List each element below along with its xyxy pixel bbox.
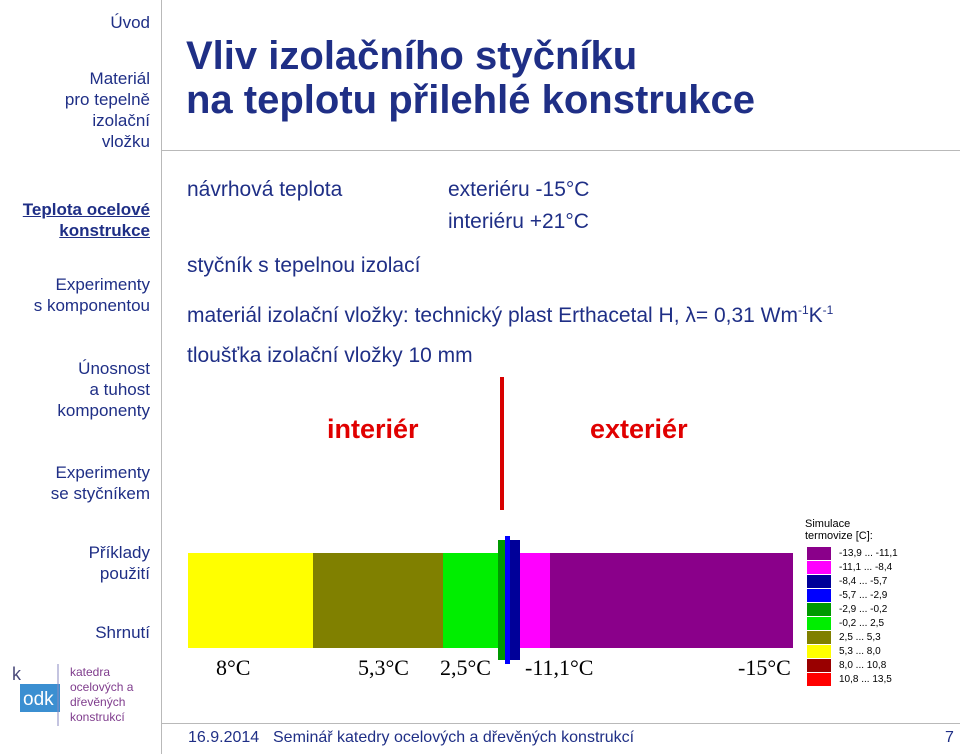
- legend-label: 8,0 ... 10,8: [839, 660, 887, 671]
- legend-label: 5,3 ... 8,0: [839, 646, 881, 657]
- zone-olive: [313, 553, 443, 648]
- legend-item: [807, 547, 897, 560]
- legend-label: -13,9 ... -11,1: [839, 548, 898, 559]
- sidebar-item-label: Materiál: [89, 69, 150, 88]
- zone-yellow: [188, 553, 313, 648]
- temp-reading: -15°C: [738, 655, 791, 680]
- legend-item: [807, 589, 897, 602]
- sidebar-item-label: izolační: [92, 111, 150, 130]
- sidebar-divider: [161, 0, 162, 754]
- sidebar-item-label: použití: [99, 564, 150, 583]
- sidebar-item-label: komponenty: [57, 401, 150, 420]
- sidebar-item-label: konstrukce: [59, 221, 150, 240]
- sidebar: [0, 0, 161, 754]
- logo-graphic: [6, 660, 156, 730]
- legend-item: [807, 575, 897, 588]
- legend-swatch: [807, 561, 831, 574]
- sidebar-item-shrnuti[interactable]: [0, 622, 150, 643]
- legend-item: [807, 673, 897, 686]
- sidebar-item-label: se styčníkem: [50, 484, 150, 503]
- legend-swatch: [807, 617, 831, 630]
- sidebar-item-label: Experimenty: [55, 275, 150, 294]
- footer-seminar: Seminář katedry ocelových a dřevěných konstrukcí: [273, 729, 635, 746]
- legend-swatch: [807, 673, 831, 686]
- design-temp-label: návrhová teplota: [187, 178, 343, 201]
- footer-date: 16.9.2014: [188, 729, 260, 746]
- sidebar-item-label: Teplota ocelové: [22, 200, 150, 219]
- zone-green: [443, 553, 498, 648]
- sidebar-item-label: Experimenty: [55, 463, 150, 482]
- legend-label: -0,2 ... 2,5: [839, 618, 885, 629]
- legend-label: -8,4 ... -5,7: [839, 576, 888, 587]
- legend-item: [807, 603, 897, 616]
- plate-right: [510, 540, 520, 660]
- page-title: [186, 34, 755, 122]
- legend-label: -2,9 ... -0,2: [839, 604, 888, 615]
- logo-mark-odk: odk: [23, 689, 54, 710]
- legend-item: [807, 645, 897, 658]
- department-logo: [6, 660, 156, 730]
- unit-exponent: -1: [797, 303, 809, 317]
- temp-reading: -11,1°C: [525, 655, 594, 680]
- title-line: Vliv izolačního styčníku: [186, 34, 638, 78]
- legend-label: -11,1 ... -8,4: [839, 562, 893, 573]
- sidebar-item-label: s komponentou: [33, 296, 150, 315]
- sidebar-item-experimenty-komponenta[interactable]: [0, 274, 150, 316]
- logo-text: ocelových a: [70, 680, 134, 694]
- plate-left: [498, 540, 505, 660]
- zone-magenta: [520, 553, 550, 648]
- interior-label: interiér: [327, 414, 419, 444]
- boundary-line: [500, 377, 504, 510]
- exterior-label: exteriér: [590, 414, 688, 444]
- legend-swatch: [807, 631, 831, 644]
- logo-text: dřevěných: [70, 695, 126, 709]
- temp-reading: 5,3°C: [358, 655, 409, 680]
- sidebar-item-label: Shrnutí: [95, 623, 150, 642]
- sidebar-item-label: vložku: [101, 132, 150, 151]
- sidebar-item-label: a tuhost: [89, 380, 150, 399]
- unit-symbol: K: [808, 304, 823, 327]
- legend-swatch: [807, 547, 831, 560]
- legend-swatch: [807, 589, 831, 602]
- sidebar-item-experimenty-stycnik[interactable]: [0, 462, 150, 504]
- legend-title-line: termovize [C]:: [805, 530, 873, 542]
- material-description: [187, 298, 833, 328]
- logo-text: konstrukcí: [70, 710, 125, 724]
- temp-reading: 8°C: [216, 655, 251, 680]
- legend-swatch: [807, 575, 831, 588]
- legend-item: [807, 617, 897, 630]
- legend-swatch: [807, 659, 831, 672]
- page-number: 7: [945, 729, 954, 746]
- logo-text: katedra: [70, 665, 111, 679]
- sidebar-item-label: Úvod: [110, 13, 150, 32]
- unit-exponent: -1: [822, 303, 834, 317]
- sidebar-item-label: Příklady: [88, 543, 150, 562]
- legend-swatch: [807, 645, 831, 658]
- legend-title-line: Simulace: [805, 518, 851, 530]
- sidebar-item-unosnost[interactable]: [0, 358, 150, 421]
- title-line: na teplotu přilehlé konstrukce: [186, 78, 756, 122]
- sidebar-item-label: pro tepelně: [64, 90, 150, 109]
- legend-label: 10,8 ... 13,5: [839, 674, 892, 685]
- sidebar-item-label: Únosnost: [78, 359, 150, 378]
- legend-item: [807, 659, 897, 672]
- legend-title: [805, 518, 873, 542]
- material-text: materiál izolační vložky: technický plast Erthacetal H, λ= 0,31 Wm: [187, 304, 798, 327]
- zone-purple: [550, 553, 793, 648]
- exterior-temp: exteriéru -15°C: [448, 178, 590, 201]
- interior-temp: interiéru +21°C: [448, 210, 589, 233]
- footer-divider: [161, 723, 960, 724]
- temp-reading: 2,5°C: [440, 655, 491, 680]
- joint-description: styčník s tepelnou izolací: [187, 254, 421, 277]
- legend-item: [807, 561, 897, 574]
- legend-label: 2,5 ... 5,3: [839, 632, 881, 643]
- sidebar-item-uvod[interactable]: [0, 12, 150, 33]
- title-divider: [161, 150, 960, 151]
- legend-swatch: [807, 603, 831, 616]
- sidebar-item-material[interactable]: [0, 68, 150, 152]
- sidebar-item-priklady[interactable]: [0, 542, 150, 584]
- thickness-text: tloušťka izolační vložky 10 mm: [187, 344, 473, 367]
- legend-label: -5,7 ... -2,9: [839, 590, 888, 601]
- legend-item: [807, 631, 897, 644]
- sidebar-item-teplota[interactable]: [0, 199, 150, 241]
- logo-mark: k: [12, 664, 21, 684]
